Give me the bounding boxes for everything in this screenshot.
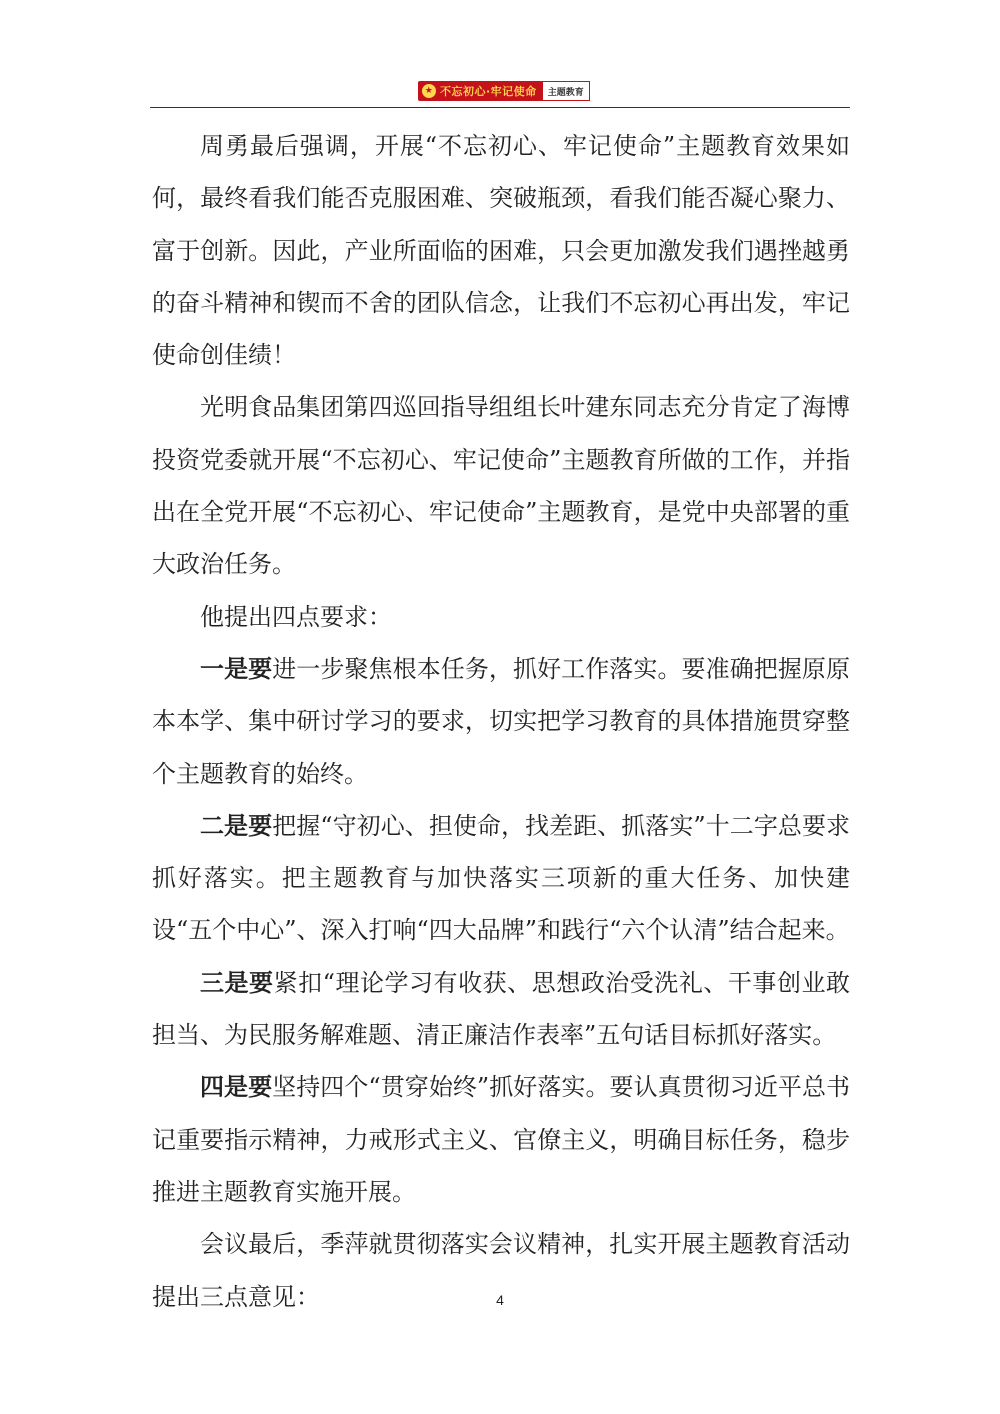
paragraph: 会议最后，季萍就贯彻落实会议精神，扎实开展主题教育活动提出三点意见： (152, 1230, 850, 1311)
banner-title: 不忘初心·牢记使命 (440, 85, 537, 98)
requirement-text: 进一步聚焦根本任务，抓好工作落实。要准确把握原原本本学、集中研讨学习的要求，切实把学习教育的具体措施贯穿整个主题教育的始终。 (152, 654, 851, 788)
theme-banner (418, 80, 590, 102)
requirement-text: 把握“守初心、担使命，找差距、抓落实”十二字总要求抓好落实。把主题教育与加快落实三项新的重大任务、加快建设“五个中心”、深入打响“四大品牌”和践行“六个认清”结合起来。 (152, 811, 851, 945)
requirement-paragraph (152, 800, 850, 957)
paragraph: 光明食品集团第四巡回指导组组长叶建东同志充分肯定了海博投资党委就开展“不忘初心、牢记使命”主题教育所做的工作，并指出在全党开展“不忘初心、牢记使命”主题教育，是党中央部署的重大政治任务。 (152, 393, 850, 579)
page-header (150, 76, 850, 108)
banner-main (418, 81, 543, 101)
paragraph: 他提出四点要求： (200, 602, 392, 631)
requirement-paragraph (152, 957, 850, 1062)
banner-tag: 主题教育 (543, 81, 590, 101)
party-emblem-icon: ★ (422, 84, 436, 98)
requirement-text: 坚持四个“贯穿始终”抓好落实。要认真贯彻习近平总书记重要指示精神，力戒形式主义、官僚主义，明确目标任务，稳步推进主题教育实施开展。 (152, 1073, 851, 1206)
requirement-lead: 二是要 (200, 810, 273, 840)
document-body (152, 120, 850, 1323)
requirement-text: 紧扣“理论学习有收获、思想政治受洗礼、干事创业敢担当、为民服务解难题、清正廉洁作表率”五句话目标抓好落实。 (152, 968, 850, 1050)
paragraph: 周勇最后强调，开展“不忘初心、牢记使命”主题教育效果如何，最终看我们能否克服困难、突破瓶颈，看我们能否凝心聚力、富于创新。因此，产业所面临的困难，只会更加激发我们遇挫越勇的奋斗精神和锲而不舍的团队信念，让我们不忘初心再出发，牢记使命创佳绩！ (152, 132, 850, 370)
requirement-lead: 一是要 (200, 653, 273, 683)
requirement-paragraph (152, 643, 850, 800)
requirement-paragraph (152, 1061, 850, 1218)
header-rule (150, 107, 850, 108)
requirement-lead: 三是要 (200, 967, 274, 997)
requirement-lead: 四是要 (200, 1072, 273, 1102)
page-number: 4 (496, 1292, 504, 1308)
